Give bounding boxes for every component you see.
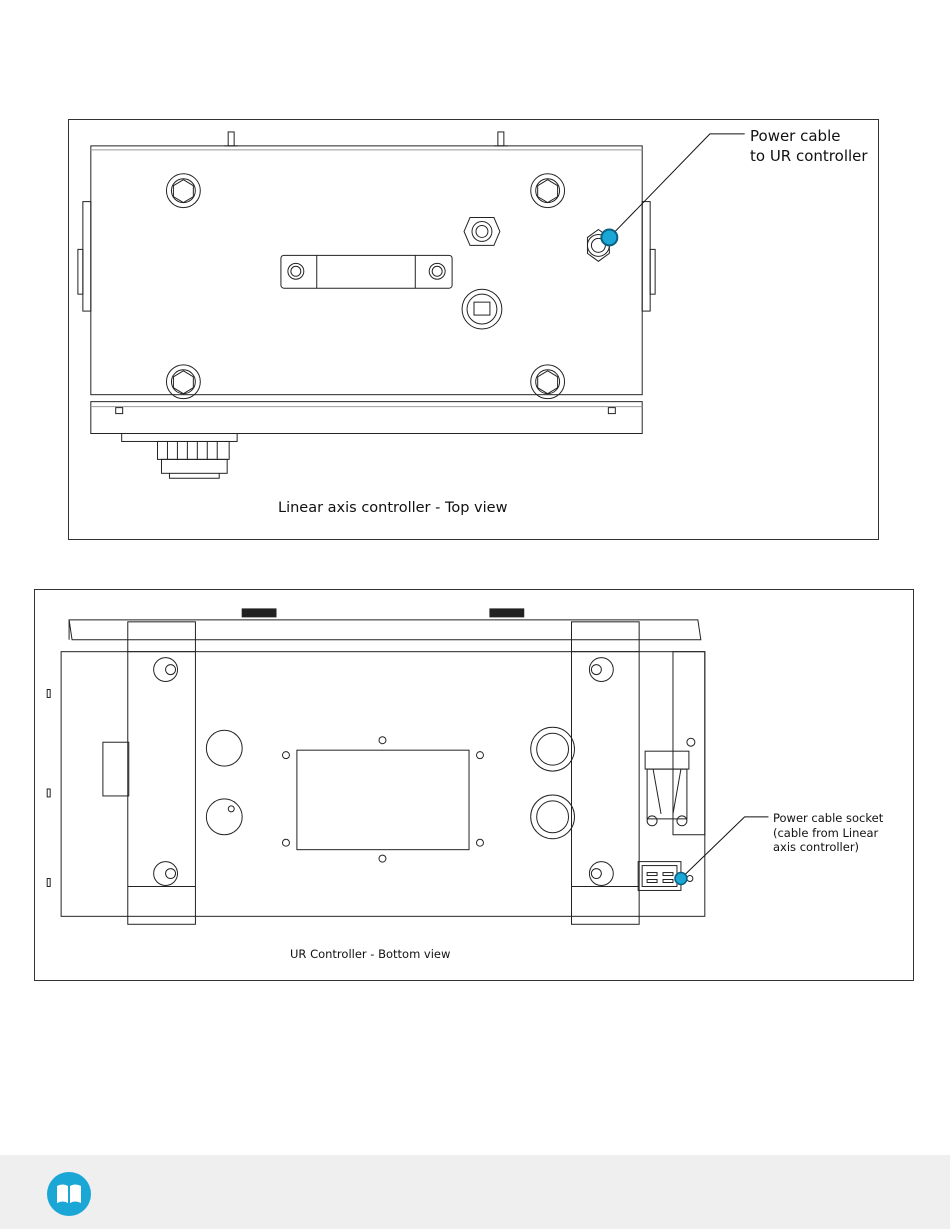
callout-line-1: Power cable socket bbox=[773, 811, 884, 825]
bottom-view-panel bbox=[34, 589, 914, 981]
page-footer bbox=[0, 1155, 950, 1229]
linear-axis-controller-top-view-drawing bbox=[69, 120, 878, 539]
callout-line-2: to UR controller bbox=[750, 147, 868, 165]
power-cable-marker bbox=[601, 229, 617, 245]
power-cable-socket-callout bbox=[773, 811, 883, 855]
callout-line-3: axis controller) bbox=[773, 840, 860, 854]
book-icon bbox=[47, 1172, 91, 1216]
socket-callout-line bbox=[681, 817, 769, 879]
socket-marker bbox=[675, 873, 687, 885]
ur-controller-bottom-view-drawing bbox=[35, 590, 913, 980]
power-cable-callout bbox=[750, 126, 868, 166]
callout-line-1: Power cable bbox=[750, 127, 841, 145]
bottom-view-caption: UR Controller - Bottom view bbox=[290, 947, 451, 961]
top-view-caption: Linear axis controller - Top view bbox=[278, 500, 508, 516]
top-view-panel bbox=[68, 119, 879, 540]
callout-line-2: (cable from Linear bbox=[773, 825, 879, 840]
corner-bolt-tl bbox=[166, 174, 200, 208]
